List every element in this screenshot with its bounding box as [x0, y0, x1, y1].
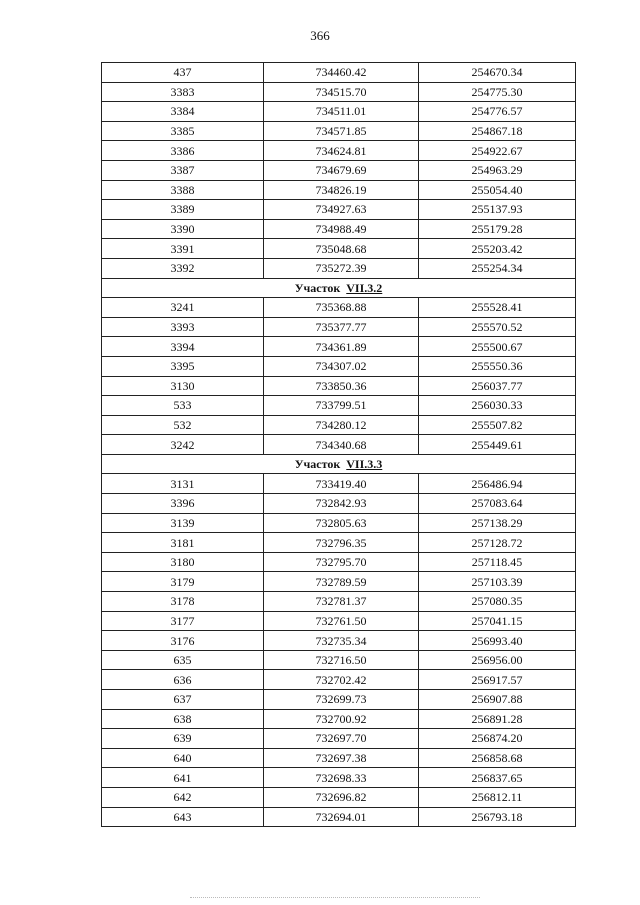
point-number-cell: 437 — [102, 63, 264, 83]
y-coordinate-cell: 256858.68 — [419, 748, 576, 768]
y-coordinate-cell: 256907.88 — [419, 690, 576, 710]
scan-edge-line — [190, 897, 480, 898]
point-number-cell: 3386 — [102, 141, 264, 161]
table-row — [102, 670, 576, 690]
x-coordinate-cell: 732699.73 — [264, 690, 419, 710]
x-coordinate-cell: 734307.02 — [264, 356, 419, 376]
y-coordinate-cell: 257080.35 — [419, 592, 576, 612]
table-row — [102, 121, 576, 141]
coordinates-table — [101, 62, 576, 827]
x-coordinate-cell: 732796.35 — [264, 533, 419, 553]
section-id: VII.3.3 — [346, 457, 383, 472]
y-coordinate-cell: 256917.57 — [419, 670, 576, 690]
table-row — [102, 807, 576, 827]
x-coordinate-cell: 733419.40 — [264, 474, 419, 494]
point-number-cell: 3384 — [102, 102, 264, 122]
x-coordinate-cell: 732700.92 — [264, 709, 419, 729]
point-number-cell: 641 — [102, 768, 264, 788]
y-coordinate-cell: 255449.61 — [419, 435, 576, 455]
table-row — [102, 219, 576, 239]
table-row — [102, 611, 576, 631]
y-coordinate-cell: 255550.36 — [419, 356, 576, 376]
page-number: 366 — [310, 28, 330, 43]
x-coordinate-cell: 732735.34 — [264, 631, 419, 651]
table-row — [102, 474, 576, 494]
x-coordinate-cell: 734361.89 — [264, 337, 419, 357]
section-label: Участок — [294, 457, 341, 472]
y-coordinate-cell: 255507.82 — [419, 415, 576, 435]
point-number-cell: 3391 — [102, 239, 264, 259]
table-row — [102, 415, 576, 435]
x-coordinate-cell: 732795.70 — [264, 552, 419, 572]
x-coordinate-cell: 734826.19 — [264, 180, 419, 200]
y-coordinate-cell: 254775.30 — [419, 82, 576, 102]
y-coordinate-cell: 255570.52 — [419, 317, 576, 337]
x-coordinate-cell: 732696.82 — [264, 787, 419, 807]
y-coordinate-cell: 256874.20 — [419, 729, 576, 749]
y-coordinate-cell: 255179.28 — [419, 219, 576, 239]
point-number-cell: 3389 — [102, 200, 264, 220]
point-number-cell: 636 — [102, 670, 264, 690]
y-coordinate-cell: 254776.57 — [419, 102, 576, 122]
table-row — [102, 690, 576, 710]
table-row — [102, 160, 576, 180]
y-coordinate-cell: 255137.93 — [419, 200, 576, 220]
x-coordinate-cell: 734460.42 — [264, 63, 419, 83]
section-header-cell — [102, 278, 576, 298]
table-row — [102, 513, 576, 533]
y-coordinate-cell: 254963.29 — [419, 160, 576, 180]
table-row — [102, 494, 576, 514]
x-coordinate-cell: 732716.50 — [264, 650, 419, 670]
table-row — [102, 82, 576, 102]
x-coordinate-cell: 735377.77 — [264, 317, 419, 337]
x-coordinate-cell: 732698.33 — [264, 768, 419, 788]
y-coordinate-cell: 256793.18 — [419, 807, 576, 827]
table-row — [102, 533, 576, 553]
x-coordinate-cell: 734624.81 — [264, 141, 419, 161]
table-row — [102, 376, 576, 396]
y-coordinate-cell: 256891.28 — [419, 709, 576, 729]
x-coordinate-cell: 735368.88 — [264, 298, 419, 318]
point-number-cell: 533 — [102, 396, 264, 416]
point-number-cell: 3392 — [102, 258, 264, 278]
point-number-cell: 3387 — [102, 160, 264, 180]
point-number-cell: 3131 — [102, 474, 264, 494]
table-row — [102, 592, 576, 612]
y-coordinate-cell: 256956.00 — [419, 650, 576, 670]
point-number-cell: 3385 — [102, 121, 264, 141]
x-coordinate-cell: 733799.51 — [264, 396, 419, 416]
point-number-cell: 3395 — [102, 356, 264, 376]
point-number-cell: 639 — [102, 729, 264, 749]
table-row — [102, 239, 576, 259]
point-number-cell: 643 — [102, 807, 264, 827]
coordinates-table-body — [102, 63, 576, 827]
table-row — [102, 787, 576, 807]
x-coordinate-cell: 732842.93 — [264, 494, 419, 514]
x-coordinate-cell: 732781.37 — [264, 592, 419, 612]
y-coordinate-cell: 256030.33 — [419, 396, 576, 416]
table-row — [102, 650, 576, 670]
point-number-cell: 532 — [102, 415, 264, 435]
table-row — [102, 356, 576, 376]
table-row — [102, 317, 576, 337]
x-coordinate-cell: 734927.63 — [264, 200, 419, 220]
point-number-cell: 3181 — [102, 533, 264, 553]
x-coordinate-cell: 734571.85 — [264, 121, 419, 141]
point-number-cell: 3178 — [102, 592, 264, 612]
point-number-cell: 3177 — [102, 611, 264, 631]
y-coordinate-cell: 257118.45 — [419, 552, 576, 572]
y-coordinate-cell: 257138.29 — [419, 513, 576, 533]
y-coordinate-cell: 256812.11 — [419, 787, 576, 807]
x-coordinate-cell: 732694.01 — [264, 807, 419, 827]
y-coordinate-cell: 254670.34 — [419, 63, 576, 83]
x-coordinate-cell: 734280.12 — [264, 415, 419, 435]
table-row — [102, 709, 576, 729]
y-coordinate-cell: 255500.67 — [419, 337, 576, 357]
point-number-cell: 3393 — [102, 317, 264, 337]
y-coordinate-cell: 256993.40 — [419, 631, 576, 651]
x-coordinate-cell: 732805.63 — [264, 513, 419, 533]
y-coordinate-cell: 254867.18 — [419, 121, 576, 141]
section-header-row — [102, 278, 576, 298]
x-coordinate-cell: 735272.39 — [264, 258, 419, 278]
point-number-cell: 3241 — [102, 298, 264, 318]
x-coordinate-cell: 734515.70 — [264, 82, 419, 102]
y-coordinate-cell: 257103.39 — [419, 572, 576, 592]
section-header-cell — [102, 454, 576, 474]
point-number-cell: 642 — [102, 787, 264, 807]
x-coordinate-cell: 734511.01 — [264, 102, 419, 122]
table-row — [102, 63, 576, 83]
point-number-cell: 635 — [102, 650, 264, 670]
point-number-cell: 3388 — [102, 180, 264, 200]
table-row — [102, 748, 576, 768]
y-coordinate-cell: 255528.41 — [419, 298, 576, 318]
y-coordinate-cell: 255054.40 — [419, 180, 576, 200]
table-row — [102, 337, 576, 357]
table-row — [102, 768, 576, 788]
table-row — [102, 631, 576, 651]
y-coordinate-cell: 257083.64 — [419, 494, 576, 514]
x-coordinate-cell: 734988.49 — [264, 219, 419, 239]
x-coordinate-cell: 732697.70 — [264, 729, 419, 749]
y-coordinate-cell: 256037.77 — [419, 376, 576, 396]
x-coordinate-cell: 735048.68 — [264, 239, 419, 259]
table-row — [102, 435, 576, 455]
point-number-cell: 3180 — [102, 552, 264, 572]
section-label: Участок — [294, 280, 341, 295]
point-number-cell: 3130 — [102, 376, 264, 396]
y-coordinate-cell: 257128.72 — [419, 533, 576, 553]
point-number-cell: 3242 — [102, 435, 264, 455]
x-coordinate-cell: 734340.68 — [264, 435, 419, 455]
y-coordinate-cell: 255203.42 — [419, 239, 576, 259]
y-coordinate-cell: 254922.67 — [419, 141, 576, 161]
point-number-cell: 637 — [102, 690, 264, 710]
point-number-cell: 3176 — [102, 631, 264, 651]
point-number-cell: 3394 — [102, 337, 264, 357]
table-row — [102, 298, 576, 318]
x-coordinate-cell: 734679.69 — [264, 160, 419, 180]
x-coordinate-cell: 732702.42 — [264, 670, 419, 690]
table-row — [102, 200, 576, 220]
x-coordinate-cell: 732761.50 — [264, 611, 419, 631]
y-coordinate-cell: 257041.15 — [419, 611, 576, 631]
x-coordinate-cell: 733850.36 — [264, 376, 419, 396]
table-row — [102, 729, 576, 749]
table-row — [102, 258, 576, 278]
table-row — [102, 102, 576, 122]
point-number-cell: 3383 — [102, 82, 264, 102]
point-number-cell: 640 — [102, 748, 264, 768]
section-id: VII.3.2 — [346, 280, 383, 295]
y-coordinate-cell: 255254.34 — [419, 258, 576, 278]
section-header-row — [102, 454, 576, 474]
y-coordinate-cell: 256486.94 — [419, 474, 576, 494]
point-number-cell: 3179 — [102, 572, 264, 592]
table-row — [102, 141, 576, 161]
table-row — [102, 396, 576, 416]
x-coordinate-cell: 732789.59 — [264, 572, 419, 592]
point-number-cell: 3139 — [102, 513, 264, 533]
table-row — [102, 572, 576, 592]
point-number-cell: 3396 — [102, 494, 264, 514]
point-number-cell: 638 — [102, 709, 264, 729]
y-coordinate-cell: 256837.65 — [419, 768, 576, 788]
x-coordinate-cell: 732697.38 — [264, 748, 419, 768]
table-row — [102, 180, 576, 200]
point-number-cell: 3390 — [102, 219, 264, 239]
table-row — [102, 552, 576, 572]
